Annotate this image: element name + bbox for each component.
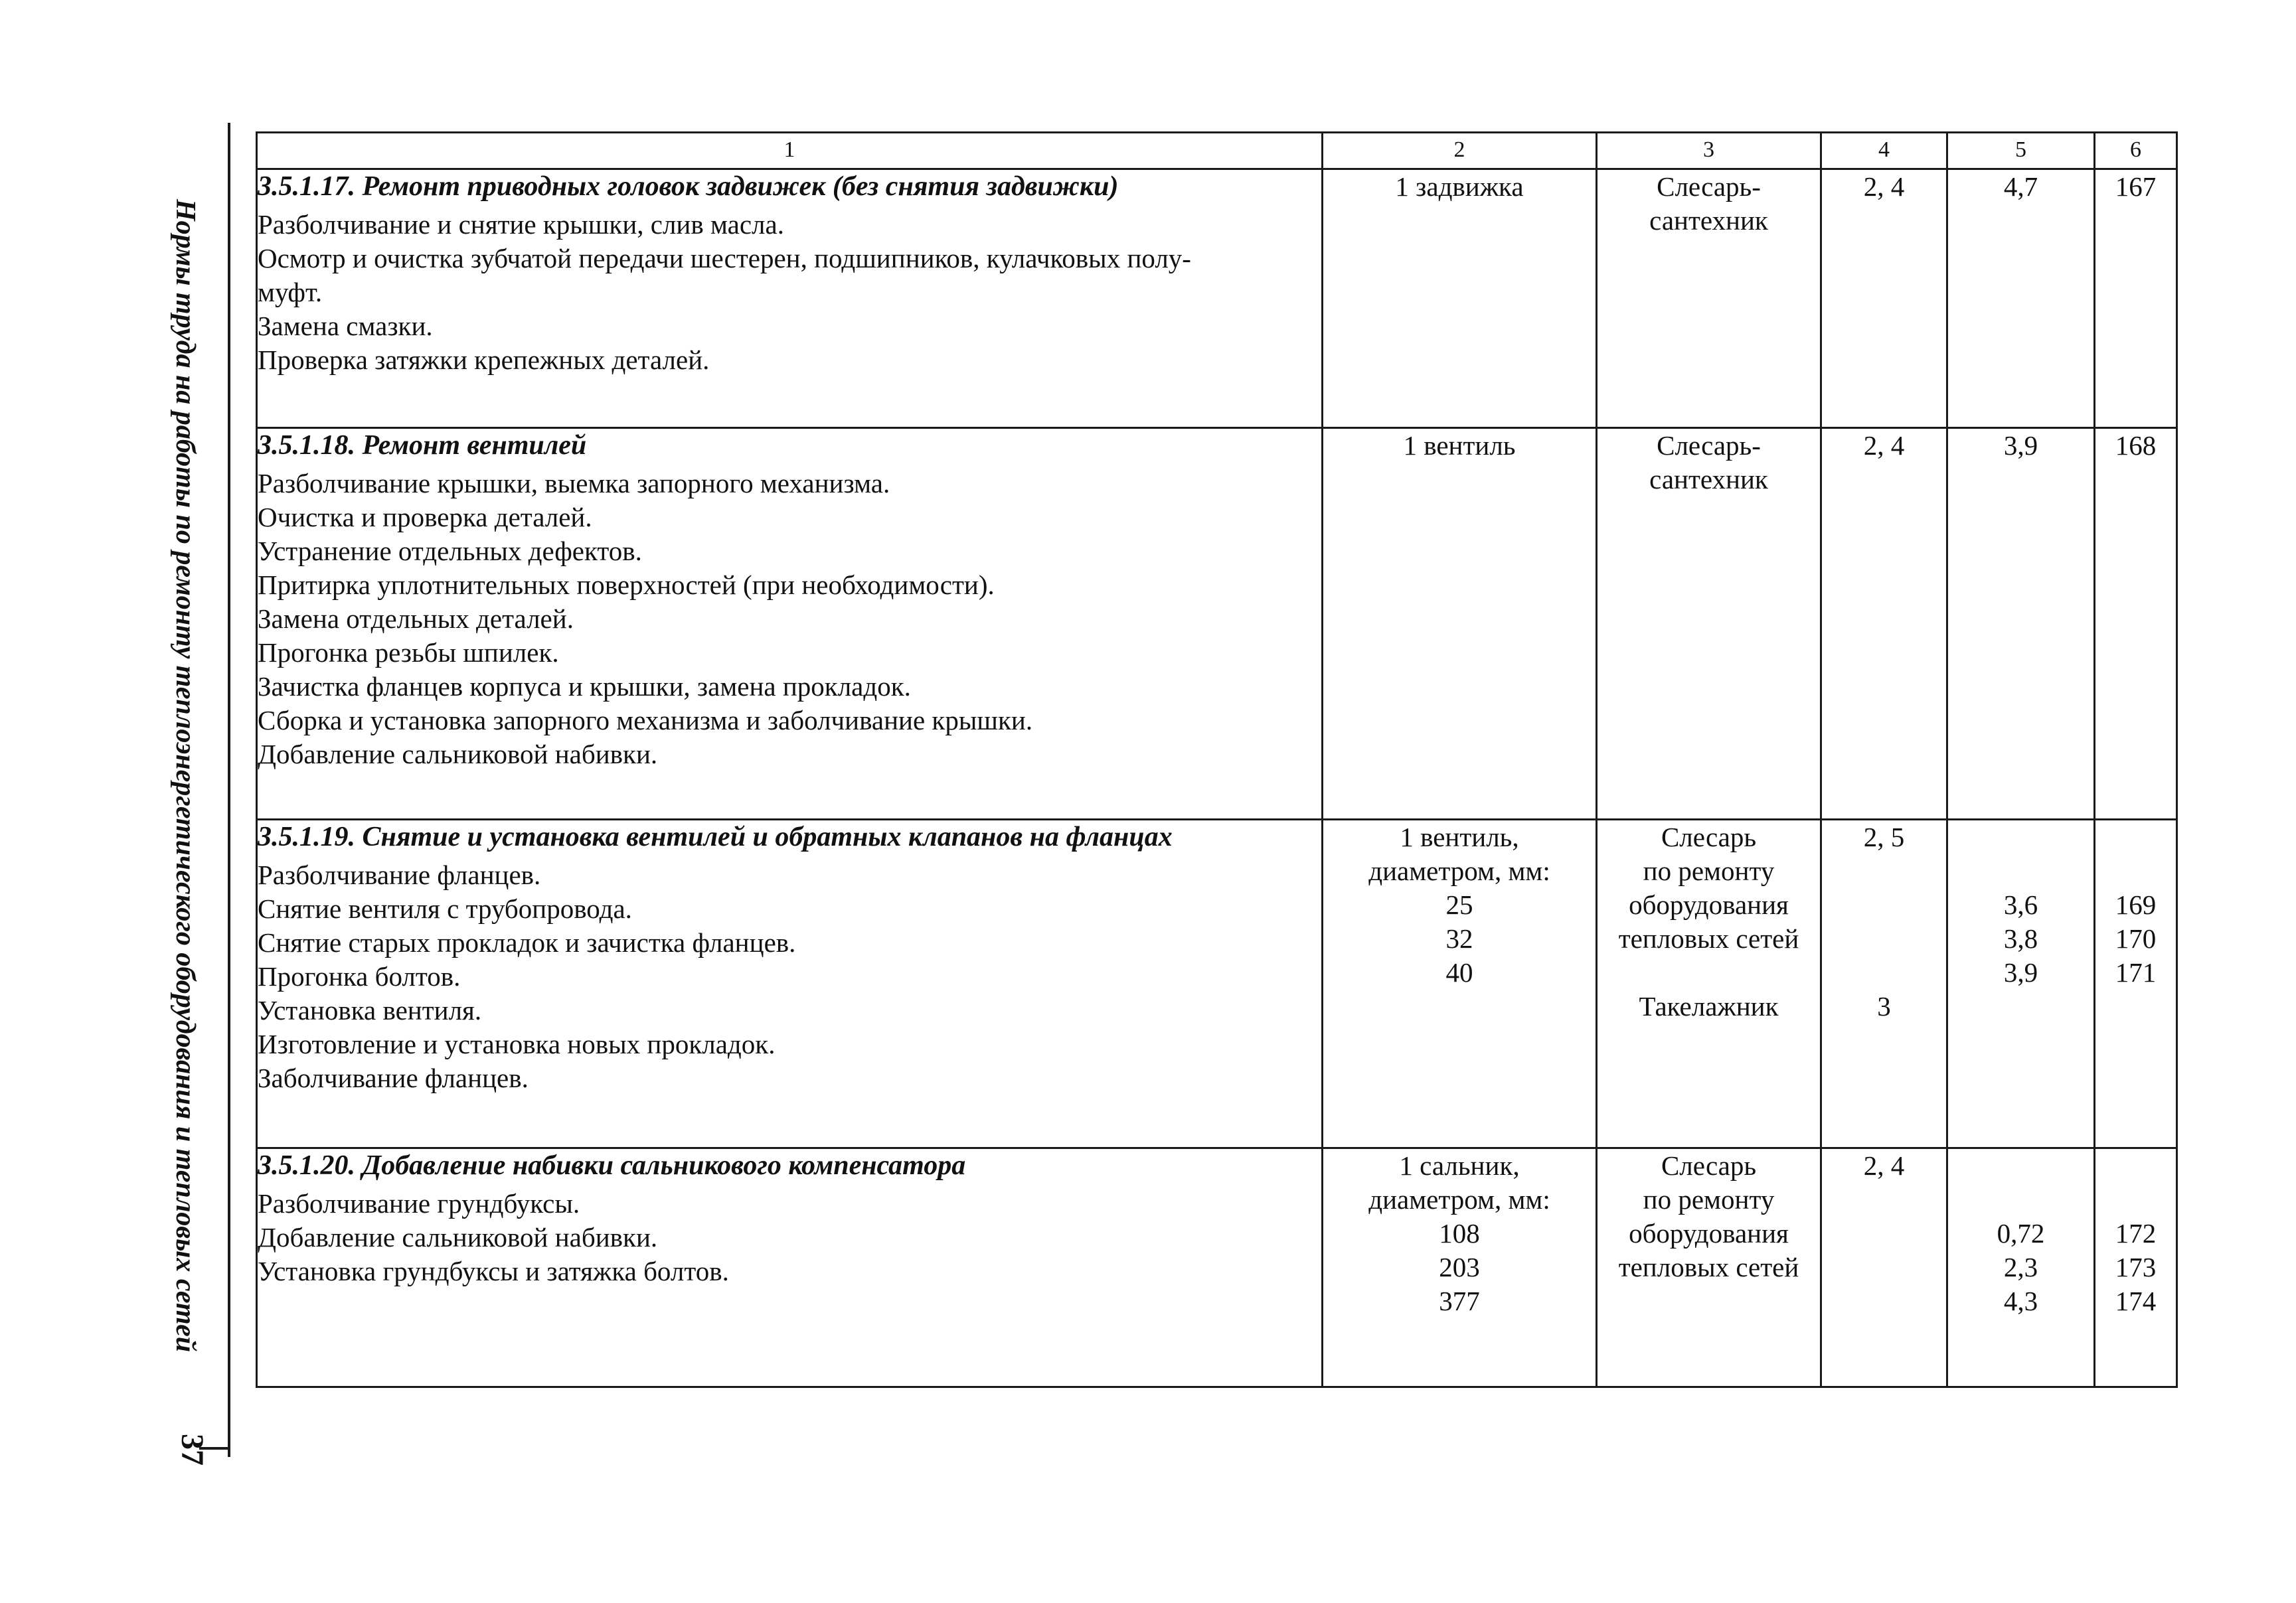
operation-line: Снятие вентиля с трубопровода. [258, 893, 632, 924]
time-norm-cell [1947, 820, 2095, 1148]
worker-cell [1597, 820, 1821, 1148]
worker-value: по ремонту [1643, 856, 1775, 886]
operation-line: Сборка и установка запорного механизма и заболчивание крышки. [258, 705, 1033, 735]
table-row [257, 820, 2177, 1148]
header-row [257, 133, 2177, 169]
work-description-cell [257, 169, 1323, 428]
worker-value: сантехник [1649, 205, 1768, 236]
meter-value: 40 [1445, 957, 1473, 988]
meter-value: 1 вентиль, [1400, 822, 1519, 852]
section-title: 3.5.1.20. Добавление набивки сальникового компенсатора [258, 1150, 966, 1181]
operation-line: Добавление сальниковой набивки. [258, 1222, 658, 1253]
meter-value: 377 [1439, 1286, 1480, 1316]
operation-line: Замена смазки. [258, 311, 433, 341]
operation-line: Прогонка болтов. [258, 961, 461, 992]
meter-cell [1323, 428, 1597, 820]
operation-line: Установка грундбуксы и затяжка болтов. [258, 1256, 729, 1286]
section-title: 3.5.1.19. Снятие и установка вентилей и обратных клапанов на фланцах [258, 822, 1173, 852]
column-header-1: 1 [257, 133, 1323, 169]
norms-table [256, 131, 2178, 1388]
time-norm-value [1948, 820, 2093, 854]
table-row [257, 169, 2177, 428]
column-header-2: 2 [1323, 133, 1597, 169]
time-norm-cell [1947, 169, 2095, 428]
section-title: 3.5.1.17. Ремонт приводных головок задвижек (без снятия задвижки) [258, 171, 1119, 202]
worker-value: Слесарь- [1657, 171, 1761, 202]
worker-value: тепловых сетей [1618, 1252, 1799, 1282]
meter-value: 1 вентиль [1403, 430, 1516, 461]
time-norm-value: 3,6 [2003, 889, 2038, 920]
time-norm-value: 3,8 [2003, 923, 2038, 954]
column-header-5: 5 [1947, 133, 2095, 169]
operation-line: Очистка и проверка деталей. [258, 502, 592, 532]
worker-value: Слесарь [1661, 822, 1757, 852]
meter-value: диаметром, мм: [1368, 1184, 1550, 1215]
norm-number-cell [2095, 820, 2177, 1148]
norm-number-value: 173 [2115, 1252, 2157, 1282]
table-row [257, 1148, 2177, 1387]
time-norm-value: 4,7 [2003, 171, 2038, 202]
worker-value: сантехник [1649, 464, 1768, 495]
page-number: 37 [175, 1434, 210, 1466]
operation-line: Проверка затяжки крепежных деталей. [258, 344, 710, 375]
rank-value [1822, 956, 1946, 990]
norm-number-value [2095, 1183, 2176, 1217]
operation-line: Притирка уплотнительных поверхностей (при необходимости). [258, 570, 995, 600]
operation-line: Разболчивание крышки, выемка запорного механизма. [258, 468, 890, 498]
worker-value: оборудования [1629, 889, 1789, 920]
column-header-6: 6 [2095, 133, 2177, 169]
norm-number-value: 172 [2115, 1218, 2157, 1249]
operation-line: Зачистка фланцев корпуса и крышки, замена прокладок. [258, 671, 911, 702]
operation-line: Добавление сальниковой набивки. [258, 739, 658, 769]
meter-value: диаметром, мм: [1368, 856, 1550, 886]
time-norm-value: 3,9 [2003, 957, 2038, 988]
column-header-4: 4 [1821, 133, 1947, 169]
rank-value: 2, 4 [1863, 171, 1905, 202]
operation-line: Изготовление и установка новых прокладок. [258, 1029, 776, 1059]
meter-value: 25 [1445, 889, 1473, 920]
norm-number-value [2095, 1149, 2176, 1183]
rank-value: 2, 4 [1863, 430, 1905, 461]
work-description-cell [257, 428, 1323, 820]
norm-number-cell [2095, 428, 2177, 820]
norm-number-value [2095, 820, 2176, 854]
rank-value [1822, 854, 1946, 888]
norm-number-value: 168 [2115, 430, 2157, 461]
operation-line: Разболчивание грундбуксы. [258, 1188, 580, 1219]
meter-value: 203 [1439, 1252, 1480, 1282]
norm-number-value [2095, 854, 2176, 888]
operation-line: Снятие старых прокладок и зачистка фланцев. [258, 927, 796, 958]
rank-cell [1821, 1148, 1947, 1387]
side-rule [228, 123, 230, 1457]
rank-value: 3 [1877, 991, 1891, 1022]
meter-cell [1323, 820, 1597, 1148]
meter-cell [1323, 169, 1597, 428]
operation-line: Устранение отдельных дефектов. [258, 536, 642, 566]
rank-value [1822, 888, 1946, 922]
section-title: 3.5.1.18. Ремонт вентилей [258, 430, 587, 461]
norm-number-value: 167 [2115, 171, 2157, 202]
worker-cell [1597, 169, 1821, 428]
worker-cell [1597, 428, 1821, 820]
work-description-cell [257, 1148, 1323, 1387]
operation-line: Замена отдельных деталей. [258, 603, 574, 634]
norm-number-value: 174 [2115, 1286, 2157, 1316]
running-title: Нормы труда на работы по ремонту теплоэнергетического оборудования и тепловых сетей [170, 199, 201, 1353]
operation-line: муфт. [258, 277, 323, 307]
time-norm-cell [1947, 428, 2095, 820]
rank-cell [1821, 428, 1947, 820]
time-norm-cell [1947, 1148, 2095, 1387]
column-header-3: 3 [1597, 133, 1821, 169]
worker-cell [1597, 1148, 1821, 1387]
worker-value: по ремонту [1643, 1184, 1775, 1215]
rank-value [1822, 922, 1946, 956]
operation-line: Осмотр и очистка зубчатой передачи шестерен, подшипников, кулачковых полу- [258, 243, 1191, 273]
rank-cell [1821, 820, 1947, 1148]
worker-value: Такелажник [1639, 991, 1779, 1022]
time-norm-value: 4,3 [2003, 1286, 2038, 1316]
time-norm-value [1948, 1149, 2093, 1183]
time-norm-value: 3,9 [2003, 430, 2038, 461]
operation-line: Разболчивание фланцев. [258, 860, 541, 890]
operation-line: Установка вентиля. [258, 995, 482, 1026]
time-norm-value: 2,3 [2003, 1252, 2038, 1282]
meter-value: 32 [1445, 923, 1473, 954]
work-description-cell [257, 820, 1323, 1148]
worker-value: Слесарь [1661, 1150, 1757, 1181]
worker-value: Слесарь- [1657, 430, 1761, 461]
meter-value: 1 сальник, [1399, 1150, 1520, 1181]
norm-number-value: 171 [2115, 957, 2157, 988]
worker-value [1598, 956, 1820, 990]
rank-value: 2, 5 [1863, 822, 1905, 852]
norm-number-value: 170 [2115, 923, 2157, 954]
worker-value: оборудования [1629, 1218, 1789, 1249]
norm-number-cell [2095, 1148, 2177, 1387]
meter-value: 1 задвижка [1395, 171, 1524, 202]
meter-value: 108 [1439, 1218, 1480, 1249]
norm-number-cell [2095, 169, 2177, 428]
worker-value: тепловых сетей [1618, 923, 1799, 954]
rank-cell [1821, 169, 1947, 428]
operation-line: Прогонка резьбы шпилек. [258, 637, 559, 668]
operation-line: Разболчивание и снятие крышки, слив масла. [258, 209, 784, 240]
time-norm-value: 0,72 [1997, 1218, 2045, 1249]
time-norm-value [1948, 1183, 2093, 1217]
time-norm-value [1948, 854, 2093, 888]
meter-cell [1323, 1148, 1597, 1387]
table-row [257, 428, 2177, 820]
rank-value: 2, 4 [1863, 1150, 1905, 1181]
operation-line: Заболчивание фланцев. [258, 1063, 529, 1093]
norm-number-value: 169 [2115, 889, 2157, 920]
